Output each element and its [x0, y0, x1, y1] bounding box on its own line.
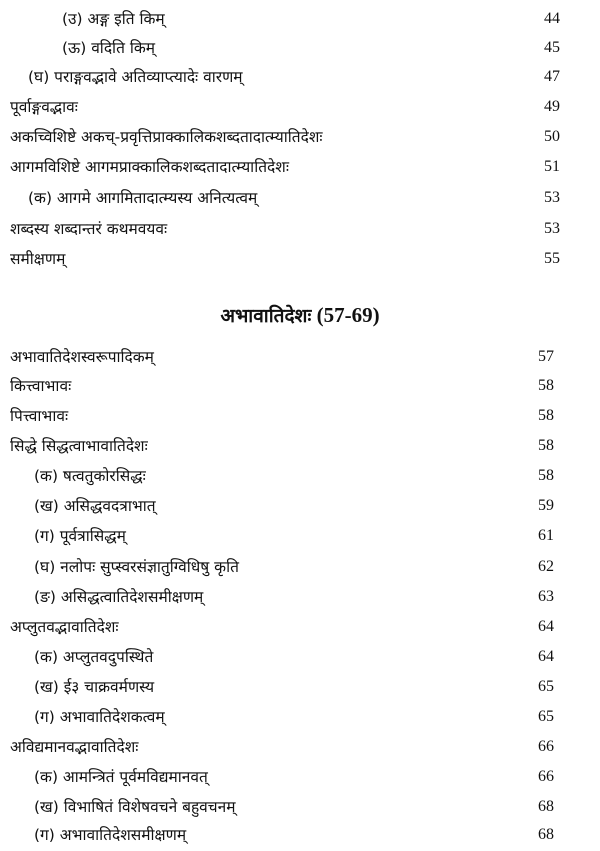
- toc-entry: [0, 493, 600, 519]
- toc-entry-page: 45: [544, 39, 560, 56]
- toc-entry-label: (घ) नलोपः सुप्स्वरसंज्ञातुग्विधिषु कृति: [34, 558, 239, 576]
- toc-entry: [0, 523, 600, 549]
- toc-entry: [0, 674, 600, 700]
- toc-entry-label: अभावातिदेशस्वरूपादिकम्: [10, 348, 154, 366]
- toc-entry-page: 64: [538, 648, 554, 665]
- toc-entry-page: 61: [538, 527, 554, 544]
- toc-entry-page: 55: [544, 250, 560, 267]
- toc-entry-page: 62: [538, 558, 554, 575]
- toc-entry: [0, 35, 600, 61]
- toc-entry-page: 64: [538, 618, 554, 635]
- toc-entry-label: (ङ) असिद्धत्वातिदेशसमीक्षणम्: [34, 588, 204, 606]
- toc-entry-label: (ख) असिद्धवदत्राभात्: [34, 497, 156, 515]
- toc-entry-label: समीक्षणम्: [10, 250, 66, 268]
- section-heading-range: (57-69): [316, 303, 380, 327]
- section-heading-title: अभावातिदेशः: [220, 305, 312, 327]
- toc-entry: [0, 614, 600, 640]
- toc-entry-page: 53: [544, 189, 560, 206]
- toc-entry-label: पूर्वाङ्गवद्भावः: [10, 98, 78, 116]
- toc-entry: [0, 644, 600, 670]
- toc-entry: [0, 734, 600, 760]
- toc-entry: [0, 554, 600, 580]
- toc-entry: [0, 584, 600, 610]
- toc-entry-page: 63: [538, 588, 554, 605]
- toc-entry-label: अप्लुतवद्भावातिदेशः: [10, 618, 119, 636]
- toc-entry-label: अविद्यमानवद्भावातिदेशः: [10, 738, 139, 756]
- toc-entry-label: (ख) ई३ चाक्रवर्मणस्य: [34, 678, 155, 696]
- toc-entry-page: 58: [538, 407, 554, 424]
- toc-entry: [0, 822, 600, 848]
- toc-entry-page: 65: [538, 678, 554, 695]
- toc-entry-page: 65: [538, 708, 554, 725]
- toc-entry-page: 68: [538, 826, 554, 843]
- toc-entry: [0, 344, 600, 370]
- toc-entry-label: अकच्विशिष्टे अकच्-प्रवृत्तिप्राक्कालिकशब्दतादात्म्यातिदेशः: [10, 128, 323, 146]
- toc-entry: [0, 764, 600, 790]
- toc-entry-label: (क) षत्वतुकोरसिद्धः: [34, 467, 146, 485]
- toc-entry-page: 50: [544, 128, 560, 145]
- toc-entry: [0, 403, 600, 429]
- toc-entry-page: 44: [544, 10, 560, 27]
- toc-entry-page: 68: [538, 798, 554, 815]
- toc-entry: [0, 154, 600, 180]
- toc-entry-label: (ग) अभावातिदेशसमीक्षणम्: [34, 826, 187, 844]
- toc-entry-page: 57: [538, 348, 554, 365]
- toc-entry-label: (ख) विभाषितं विशेषवचने बहुवचनम्: [34, 798, 236, 816]
- toc-entry-page: 66: [538, 768, 554, 785]
- toc-entry-page: 53: [544, 220, 560, 237]
- toc-entry-label: कित्त्वाभावः: [10, 377, 72, 395]
- toc-entry-page: 59: [538, 497, 554, 514]
- toc-entry: [0, 704, 600, 730]
- toc-entry: [0, 94, 600, 120]
- toc-entry: [0, 185, 600, 211]
- toc-entry-label: सिद्धे सिद्धत्वाभावातिदेशः: [10, 437, 148, 455]
- toc-entry-label: (घ) पराङ्गवद्भावे अतिव्याप्त्यादेः वारणम्: [28, 68, 243, 86]
- toc-entry: [0, 124, 600, 150]
- toc-entry: [0, 216, 600, 242]
- toc-entry-page: 58: [538, 467, 554, 484]
- toc-entry: [0, 6, 600, 32]
- toc-entry-label: (ऊ) वदिति किम्: [62, 39, 156, 57]
- toc-entry-label: (क) आगमे आगमितादात्म्यस्य अनित्यत्वम्: [28, 189, 258, 207]
- toc-entry-page: 49: [544, 98, 560, 115]
- toc-entry: [0, 463, 600, 489]
- toc-entry: [0, 433, 600, 459]
- section-heading: [0, 300, 600, 331]
- toc-entry-label: (ग) अभावातिदेशकत्वम्: [34, 708, 165, 726]
- toc-entry: [0, 794, 600, 820]
- toc-entry-page: 66: [538, 738, 554, 755]
- toc-entry: [0, 373, 600, 399]
- toc-entry-label: पित्त्वाभावः: [10, 407, 69, 425]
- toc-entry-label: शब्दस्य शब्दान्तरं कथमवयवः: [10, 220, 168, 238]
- toc-entry-label: (उ) अङ्ग इति किम्: [62, 10, 165, 28]
- toc-entry-label: (क) आमन्त्रितं पूर्वमविद्यमानवत्: [34, 768, 208, 786]
- toc-entry-label: (क) अप्लुतवदुपस्थिते: [34, 648, 154, 666]
- toc-entry-label: (ग) पूर्वत्रासिद्धम्: [34, 527, 126, 545]
- toc-entry-page: 58: [538, 377, 554, 394]
- toc-entry-page: 51: [544, 158, 560, 175]
- toc-entry: [0, 64, 600, 90]
- toc-entry-page: 58: [538, 437, 554, 454]
- toc-entry: [0, 246, 600, 272]
- toc-entry-page: 47: [544, 68, 560, 85]
- toc-entry-label: आगमविशिष्टे आगमप्राक्कालिकशब्दतादात्म्यातिदेशः: [10, 158, 289, 176]
